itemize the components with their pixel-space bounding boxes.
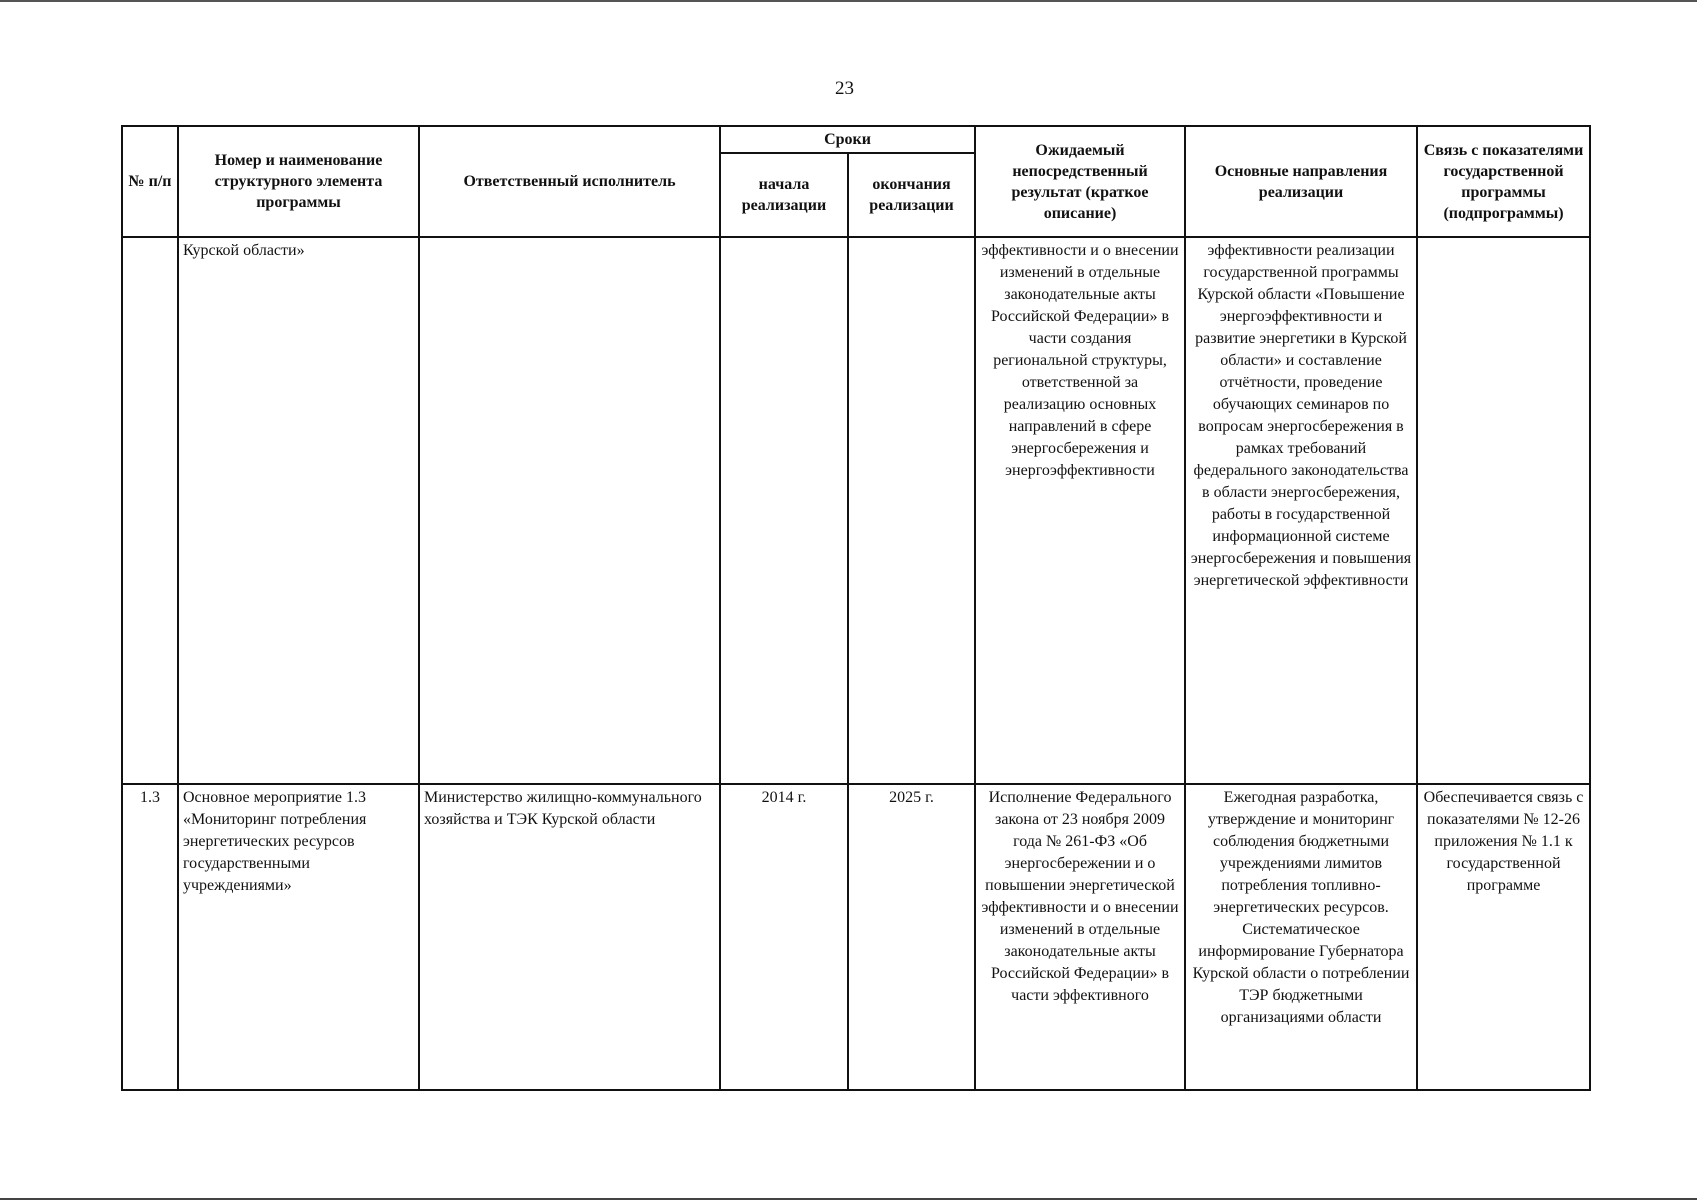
cell-num	[122, 237, 178, 784]
header-link: Связь с показателями государственной программы (подпрограммы)	[1417, 126, 1590, 237]
header-end: окончания реализации	[848, 153, 975, 237]
cell-directions: эффективности реализации государственной программы Курской области «Повышение энергоэффективности и развитие энергетики в Курской области» и составление отчётности, проведение обучающих семинаров по вопросам энергосбережения в рамках требований федерального законодательства в области энергосбережения, работы в государственной информационной системе энергосбережения и повышения энергетической эффективности	[1185, 237, 1417, 784]
header-num: № п/п	[122, 126, 178, 237]
cell-end: 2025 г.	[848, 784, 975, 1090]
cell-link: Обеспечивается связь с показателями № 12-26 приложения № 1.1 к государственной программе	[1417, 784, 1590, 1090]
table-row	[122, 237, 1590, 784]
cell-directions: Ежегодная разработка, утверждение и мониторинг соблюдения бюджетными учреждениями лимитов потребления топливно-энергетических ресурсов. Систематическое информирование Губернатора Курской области о потреблении ТЭР бюджетными организациями области	[1185, 784, 1417, 1090]
cell-end	[848, 237, 975, 784]
cell-start	[720, 237, 848, 784]
header-start: начала реализации	[720, 153, 848, 237]
scan-edge-top	[0, 0, 1697, 2]
header-result: Ожидаемый непосредственный результат (краткое описание)	[975, 126, 1185, 237]
table-row	[122, 784, 1590, 1090]
header-directions: Основные направления реализации	[1185, 126, 1417, 237]
cell-responsible: Министерство жилищно-коммунального хозяйства и ТЭК Курской области	[419, 784, 720, 1090]
cell-num: 1.3	[122, 784, 178, 1090]
program-table	[121, 125, 1591, 1091]
cell-name: Основное мероприятие 1.3 «Мониторинг потребления энергетических ресурсов государственными учреждениями»	[178, 784, 419, 1090]
cell-result: Исполнение Федерального закона от 23 ноября 2009 года № 261-ФЗ «Об энергосбережении и о повышении энергетической эффективности и о внесении изменений в отдельные законодательные акты Российской Федерации» в части эффективного	[975, 784, 1185, 1090]
cell-start: 2014 г.	[720, 784, 848, 1090]
header-responsible: Ответственный исполнитель	[419, 126, 720, 237]
cell-link	[1417, 237, 1590, 784]
cell-name: Курской области»	[178, 237, 419, 784]
cell-result: эффективности и о внесении изменений в отдельные законодательные акты Российской Федерации» в части создания региональной структуры, ответственной за реализацию основных направлений в сфере энергосбережения и энергоэффективности	[975, 237, 1185, 784]
page-number: 23	[835, 78, 854, 99]
header-terms: Сроки	[720, 126, 975, 153]
cell-responsible	[419, 237, 720, 784]
header-name: Номер и наименование структурного элемента программы	[178, 126, 419, 237]
